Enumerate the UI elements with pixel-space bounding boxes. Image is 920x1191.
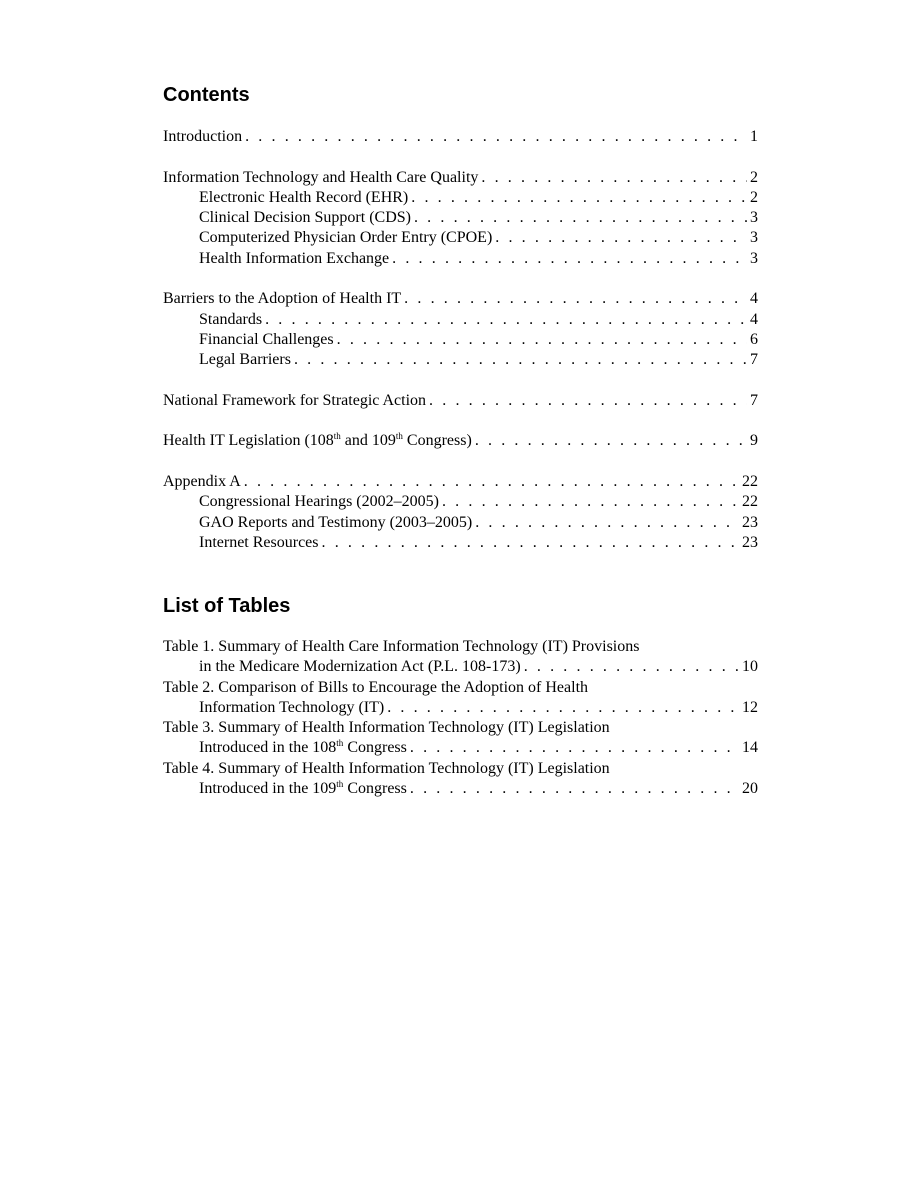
toc-page-number: 4	[750, 310, 758, 328]
toc-group-appendix	[163, 472, 758, 553]
toc-entry-legislation[interactable]	[163, 431, 758, 451]
toc-page-number: 3	[750, 229, 758, 247]
toc-entry-appendix[interactable]	[163, 472, 758, 492]
toc-entry-text: Congressional Hearings (2002–2005)	[199, 493, 439, 511]
toc-page-number: 3	[750, 249, 758, 267]
toc-entry-internet[interactable]	[163, 533, 758, 553]
toc-entry-hie[interactable]	[163, 249, 758, 269]
toc-group-barriers	[163, 289, 758, 370]
leader-dots	[294, 350, 747, 370]
table-entry-caption: Table 3. Summary of Health Information Technology (IT) Legislation	[163, 719, 610, 737]
toc-entry-cpoe[interactable]	[163, 228, 758, 248]
toc-page-number: 4	[750, 290, 758, 308]
toc-entry-text: Computerized Physician Order Entry (CPOE)	[199, 229, 493, 247]
table-page-number: 14	[742, 739, 758, 757]
toc-entry-text: Legal Barriers	[199, 351, 291, 369]
toc-entry-cds[interactable]	[163, 208, 758, 228]
table-entry-2[interactable]	[163, 678, 758, 719]
toc-page-number: 6	[750, 330, 758, 348]
table-entry-3[interactable]	[163, 718, 758, 759]
leader-dots	[414, 208, 747, 228]
table-page-number: 10	[742, 658, 758, 676]
toc-entry-text: Standards	[199, 310, 263, 328]
toc-page-number: 23	[742, 513, 758, 531]
legislation-text-3: Congress)	[402, 432, 472, 450]
toc-entry-barriers[interactable]	[163, 289, 758, 309]
toc-page-number: 3	[750, 209, 758, 227]
toc-entry-text: GAO Reports and Testimony (2003–2005)	[199, 513, 473, 531]
toc-entry-text: National Framework for Strategic Action	[163, 391, 427, 409]
toc-entry-text: Electronic Health Record (EHR)	[199, 188, 409, 206]
leader-dots	[475, 513, 739, 533]
table-page-number: 12	[742, 698, 758, 716]
table-4-text-b: Congress	[343, 780, 407, 798]
toc-entry-hearings[interactable]	[163, 492, 758, 512]
toc-page-number: 22	[742, 493, 758, 511]
table-entry-4[interactable]	[163, 759, 758, 800]
toc-entry-text: Clinical Decision Support (CDS)	[199, 209, 411, 227]
table-3-text-b: Congress	[343, 739, 407, 757]
toc-page-number: 2	[750, 168, 758, 186]
toc-group-introduction	[163, 127, 758, 147]
legislation-sup-1: th	[333, 431, 341, 442]
leader-dots	[429, 391, 747, 411]
leader-dots	[410, 738, 739, 758]
toc-page-number: 9	[750, 432, 758, 450]
table-entry-1[interactable]	[163, 637, 758, 678]
toc-page-number: 7	[750, 391, 758, 409]
leader-dots	[442, 492, 739, 512]
toc-entry-text: Appendix A	[163, 473, 241, 491]
leader-dots	[411, 188, 747, 208]
toc-entry-legal[interactable]	[163, 350, 758, 370]
leader-dots	[245, 127, 747, 147]
table-page-number: 20	[742, 780, 758, 798]
table-entry-text: Information Technology (IT)	[199, 698, 385, 716]
legislation-sup-2: th	[395, 431, 403, 442]
toc-group-it-quality	[163, 168, 758, 269]
leader-dots	[265, 310, 747, 330]
toc-entry-text: Information Technology and Health Care Quality	[163, 168, 479, 186]
table-entry-text	[199, 779, 407, 799]
toc-entry-text: Internet Resources	[199, 533, 319, 551]
toc-entry-gao[interactable]	[163, 513, 758, 533]
leader-dots	[481, 168, 747, 188]
toc-entry-text	[163, 431, 472, 451]
list-of-tables-heading: List of Tables	[163, 595, 291, 617]
toc-page-number: 2	[750, 188, 758, 206]
table-entry-text	[199, 738, 407, 758]
table-3-text-a: Introduced in the 108	[199, 739, 337, 757]
leader-dots	[475, 431, 747, 451]
toc-page-number: 23	[742, 533, 758, 551]
leader-dots	[322, 533, 739, 553]
leader-dots	[404, 289, 747, 309]
table-entry-caption: Table 4. Summary of Health Information Technology (IT) Legislation	[163, 759, 610, 777]
toc-entry-it-quality[interactable]	[163, 168, 758, 188]
table-entry-line	[163, 779, 758, 799]
table-entry-caption: Table 2. Comparison of Bills to Encourage the Adoption of Health	[163, 678, 589, 696]
table-3-sup: th	[336, 738, 344, 749]
table-4-sup: th	[336, 779, 344, 790]
toc-entry-text: Introduction	[163, 128, 243, 145]
toc-entry-ehr[interactable]	[163, 188, 758, 208]
toc-page-number: 1	[750, 128, 758, 145]
toc-group-legislation	[163, 431, 758, 451]
list-of-tables	[163, 637, 758, 799]
toc-page-number: 22	[742, 473, 758, 491]
legislation-text-1: Health IT Legislation (108	[163, 432, 334, 450]
toc-entry-text: Health Information Exchange	[199, 249, 390, 267]
toc-group-framework	[163, 391, 758, 411]
table-entry-line	[163, 738, 758, 758]
leader-dots	[337, 330, 747, 350]
leader-dots	[392, 249, 747, 269]
table-entry-line	[163, 657, 758, 677]
toc-entry-standards[interactable]	[163, 310, 758, 330]
contents-list	[163, 127, 758, 574]
legislation-text-2: and 109	[340, 432, 396, 450]
toc-page-number: 7	[750, 351, 758, 369]
table-entry-caption: Table 1. Summary of Health Care Information Technology (IT) Provisions	[163, 638, 640, 655]
contents-heading: Contents	[163, 84, 250, 106]
leader-dots	[410, 779, 739, 799]
toc-entry-framework[interactable]	[163, 391, 758, 411]
toc-entry-text: Financial Challenges	[199, 330, 334, 348]
table-entry-line	[163, 698, 758, 718]
leader-dots	[387, 698, 739, 718]
leader-dots	[495, 228, 747, 248]
toc-entry-introduction[interactable]	[163, 127, 758, 147]
toc-entry-text: Barriers to the Adoption of Health IT	[163, 290, 402, 308]
leader-dots	[244, 472, 739, 492]
table-4-text-a: Introduced in the 109	[199, 780, 337, 798]
toc-entry-financial[interactable]	[163, 330, 758, 350]
table-entry-text: in the Medicare Modernization Act (P.L. 108-173)	[199, 658, 521, 676]
leader-dots	[524, 657, 739, 677]
